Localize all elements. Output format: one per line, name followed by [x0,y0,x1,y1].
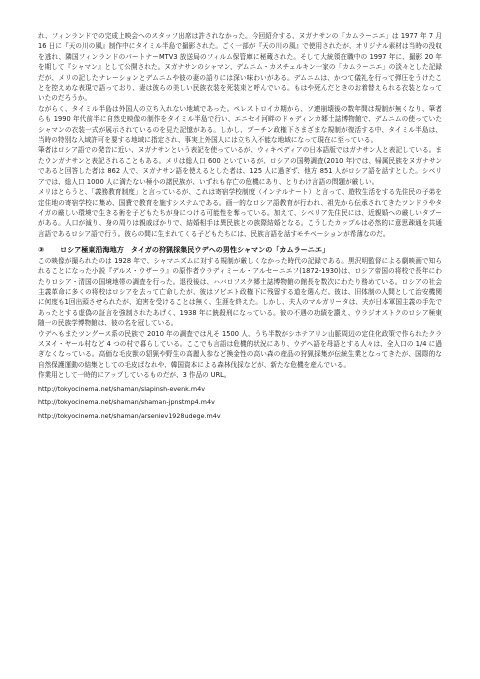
paragraph-5: この映像が撮られたのは 1928 年で、シャマニズムに対する規制が厳しくなかった時代の記録である。黒沢明監督による劇映画で知られることになった小説『デルス・ウザーラ』の原作者ウラディミール・アルセーニエフ(1872-1930)は、ロシア帝国の将校で長年にわたりロシア・清国の国境地帯の調査を行った。退役後は、ハバロフスク郷土誌博物館の館長を数次にわたり務めている。ロシアの社会主義革命に多くの将校はロシアを去って亡命したが、彼はソビエト政権下に残留する道を選んだ。彼は、旧体制の人間として治安機関に何度も1回出頭させられたが、迫害を受けることは無く、生涯を終えた。しかし、夫人のマルガリータは、夫が日本軍国主義の手先であったとする虚偽の証言を強制されたあげく、1938 年に銃殺刑になっている。彼の不遇の功績を讃え、ウラジオストクのロシア極東随一の民族学博物館は、彼の名を冠している。 [38,256,442,328]
paragraph-2: ながらく、タイミル半島は外国人の立ち入れない地域であった。ペレストロイカ期から、ソ連崩壊後の数年間は規制が無くなり、筆者らも 1990 年代前半に自然史映像の制作をタイミル半島で行い、エニセイ河畔のドゥディンカ郷土誌博物館で、デムニムの使っていたシャマンの衣装一式が展示されているのを見た記憶がある。しかし、プーチン政権下さまざまな規制が復活する中、タイミル半島は、当時の特別な入域許可を要する地域に指定され、事実上外国人には立ち入不能な地域になって現在に至っている。 [38,104,442,145]
section-number: ③ [38,245,45,255]
url-link-2[interactable]: http://tokyocinema.net/shaman/shaman-jpnstmp4.m4v [38,398,215,407]
paragraph-6: ウデヘもまたツングース系の民族で 2010 年の調査では凡そ 1500 人、うち半数がシホテアリン山脈周辺の定住化政策で作られたクラスヌイ・ヤール村など 4 つの村で暮らしている。ここでも言語は危機的状況にあり、ウデヘ語を母語とする人々は、全人口の 1/4 に過ぎなくなっている。高価な毛皮獣の貂猟や野生の高麗人参など換金性の高い森の産品の狩猟採集が伝統生業となってきたが、国際的な自然保護運動の結集としての毛皮ばなれや、韓国資本による森林伐採などが、新たな危機を産んでいる。 [38,329,442,369]
url-link-1[interactable]: http://tokyocinema.net/shaman/slapinsh-evenk.m4v [38,384,205,393]
paragraph-1: れ、フィンランドでの完成上映会へのスタッフ出席は許されなかった。今回紹介する、ヌガナサンの「カムラーニエ」は 1977 年 7 月 16 日に『天の川の風』制作中にタイミル半島で撮影された。ごく一部が『天の川の風』で使用されたが、オリジナル素材は当時の没収を逃れ、隣国フィンランドのパートナーMTV3 放送局のフィルム保管庫に秘蔵された。そして大統領在職中の 1997 年に、撮影 20 年を期して『シャマン』として公開された。ヌガナサンのシャマン、デムニム・カスチェルキン一家の「カムラーニエ」の淡々とした記録だが、メリの記したナレーションとデムニムや彼の妻の語りには深い味わいがある。デムニムは、かつて儀礼を行って弾圧をうけたことを控えめな表現で語っており、妻は彼らの美しい民族衣装を死装束と呼んでいる。もはや死んだときのお着替えられる衣装となっていたのだろうか。 [38,32,442,103]
section-title: ロシア極東沿海地方 タイガの狩猟採集民ウデヘの男性シャマンの「カムラーニエ」 [60,245,330,255]
url-note: 作業用として一時的にアップしているものだが、3 作品の URL。 [38,371,231,380]
paragraph-4: メリはとらうと、「義務教育制度」と言っているが、これは寄宿学校制度（インテルナート）と言って、遊牧生活をする先住民の子弟を定住地の寄宿学校に集め、国費で教育を施すシステムである。画一的なロシア語教育が行われ、祖先から伝承されてきたツンドラやタイガの厳しい環境で生きる術を子どもたちが身につける可能性を奪っている。加えて、シベリア先住民には、近親婚への厳しいタブーがある。人口が減り、身の周りは親戚ばかりで、結婚相手は異民族との族際結婚となる。こうしたカップルは必然的に意思疎通を共通言語であるロシア語で行う。彼らの間に生まれてくる子どもたちには、民族言語を話すモチベーションが希薄なのだ。 [38,188,442,238]
paragraph-3: 筆者はロシア語での発音に近い、ヌガナサンという表記を使っているが、ウィキペディアの日本語版ではガナサン人と表記している。またウンガナサンと表記されることもある。メリは総人口 600 といているが、ロシアの国勢調査(2010 年)では、帰属民族をヌガナサンであると回答した者は 862 人で、ヌガナサン語を使えるとした者は、125 人に過ぎず、他方 851 人がロシア語を話すとした。シベリアでは、総人口 1000 人に満たない極小の諸民族が、いずれも存亡の危機にあり、とりわけ言語の問題が厳しい。 [38,146,442,186]
section-heading [38,245,442,256]
url-link-3[interactable]: http://tokyocinema.net/shaman/arseniev1928udege.m4v [38,412,221,421]
